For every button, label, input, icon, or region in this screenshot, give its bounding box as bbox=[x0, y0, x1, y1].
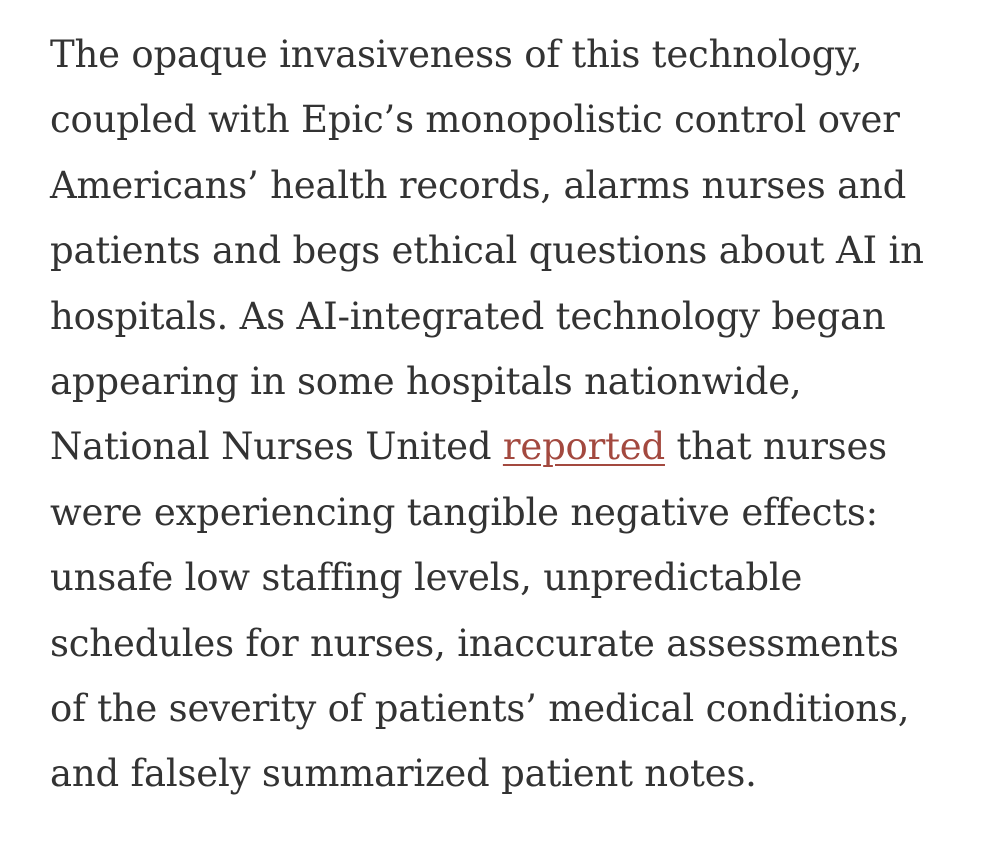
article-paragraph bbox=[50, 22, 970, 807]
paragraph-line: were experiencing tangible negative effects: bbox=[50, 490, 878, 534]
line-text-before-link: National Nurses United bbox=[50, 425, 503, 469]
paragraph-line: hospitals. As AI-integrated technology began bbox=[50, 294, 886, 338]
paragraph-line: unsafe low staffing levels, unpredictable bbox=[50, 556, 803, 600]
paragraph-line-with-link bbox=[50, 414, 970, 479]
paragraph-line: of the severity of patients’ medical conditions, bbox=[50, 687, 910, 731]
paragraph-line: appearing in some hospitals nationwide, bbox=[50, 360, 802, 404]
paragraph-line: Americans’ health records, alarms nurses and bbox=[50, 163, 907, 207]
paragraph-line: The opaque invasiveness of this technology, bbox=[50, 33, 863, 76]
reported-link[interactable]: reported bbox=[502, 425, 665, 469]
line-text-after-link: that nurses bbox=[664, 425, 887, 469]
paragraph-line: patients and begs ethical questions about AI in bbox=[50, 229, 924, 273]
paragraph-line: coupled with Epic’s monopolistic control over bbox=[50, 98, 900, 142]
paragraph-line: schedules for nurses, inaccurate assessments bbox=[50, 621, 899, 665]
paragraph-line: and falsely summarized patient notes. bbox=[50, 752, 757, 796]
